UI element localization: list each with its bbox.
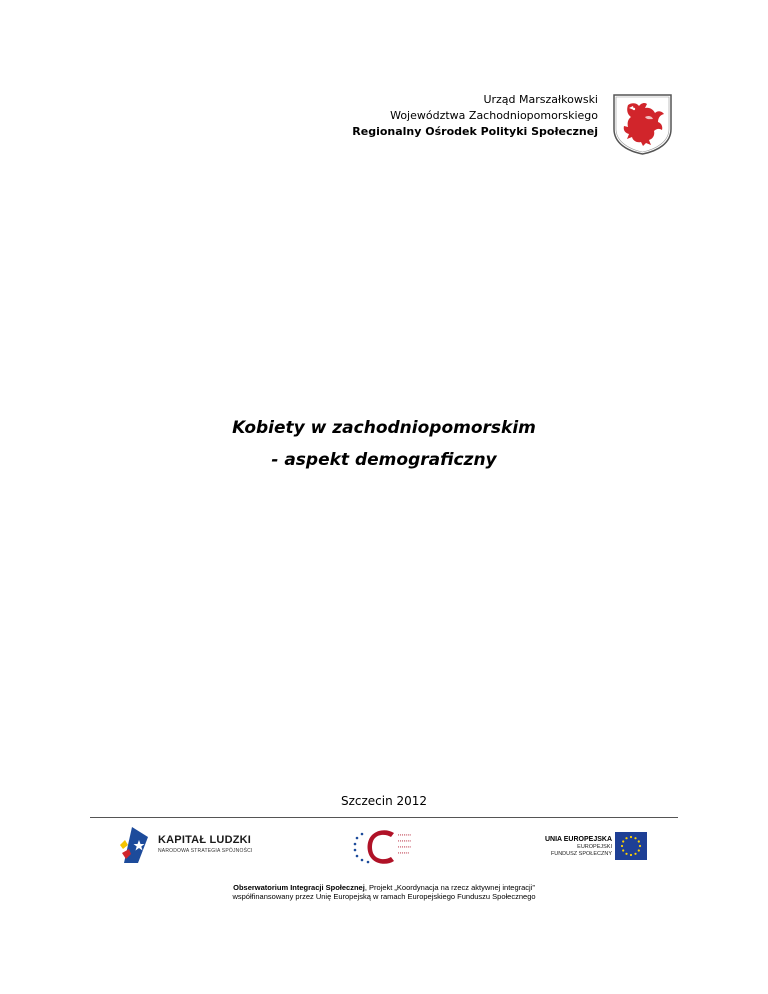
kapital-ludzki-text [158,834,298,855]
title-line-2: - aspekt demograficzny [271,450,497,470]
eu-title: UNIA EUROPEJSKA [544,836,612,843]
kapital-ludzki-subtitle: NARODOWA STRATEGIA SPÓJNOŚCI [158,848,253,854]
cik-word-4: ▪▪▪▪▪▪ [398,851,410,855]
place-date: Szczecin 2012 [340,794,428,808]
header-line-office: Urząd Marszałkowski [483,93,598,106]
header-line-center: Regionalny Ośrodek Polityki Społecznej [352,125,598,138]
footnote-project-name: , Projekt „Koordynacja na rzecz aktywnej integracji” [364,883,535,892]
header-address-block [300,92,598,140]
footnote-line-1 [0,883,768,892]
footnote-observatory-name: Obserwatorium Integracji Społecznej [233,883,365,892]
document-title [0,412,768,476]
cik-word-1: ▪▪▪▪▪▪▪ [398,833,412,837]
footnote-line-2: współfinansowany przez Unię Europejską w ramach Europejskiego Funduszu Społecznego [232,892,536,901]
footer-divider [90,817,678,818]
project-footnote [0,883,768,901]
griffin-crest-icon [612,93,673,155]
cik-word-3: ▪▪▪▪▪▪▪ [398,845,412,849]
eu-subtitle-2: FUNDUSZ SPOŁECZNY [550,851,612,857]
kapital-ludzki-logo-icon [118,823,158,867]
eu-flag-icon [615,832,647,860]
eu-logo-text [520,835,612,858]
kapital-ludzki-title: KAPITAŁ LUDZKI [158,834,252,846]
title-line-1: Kobiety w zachodniopomorskim [232,418,536,438]
eu-subtitle-1: EUROPEJSKI [577,844,612,850]
header-line-voivodeship: Województwa Zachodniopomorskiego [390,109,598,122]
cik-words [398,832,434,856]
cik-word-2: ▪▪▪▪▪▪▪ [398,839,412,843]
